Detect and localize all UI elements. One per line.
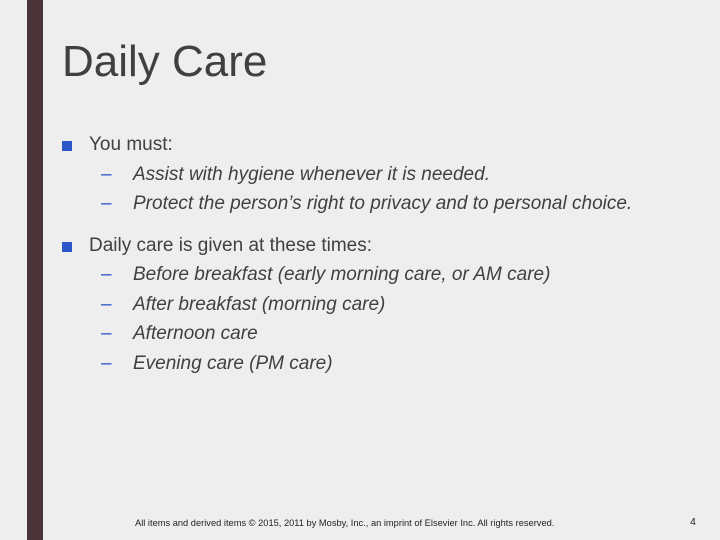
bullet-item [60, 130, 700, 219]
sub-bullet-item [89, 319, 700, 349]
sub-list [89, 260, 700, 378]
slide-title: Daily Care [62, 37, 268, 86]
square-bullet-icon [62, 141, 72, 151]
square-bullet-icon [62, 242, 72, 252]
sub-bullet-item [89, 349, 700, 379]
sub-bullet-item [89, 290, 700, 320]
sub-bullet-item [89, 160, 700, 190]
copyright-footer: All items and derived items © 2015, 2011 by Mosby, Inc., an imprint of Elsevier Inc. All rights reserved. [135, 518, 555, 528]
bullet-item [60, 231, 700, 379]
dash-bullet-icon: – [101, 193, 112, 214]
sub-bullet-text: Protect the person’s right to privacy and to personal choice. [133, 193, 633, 214]
sub-bullet-text: After breakfast (morning care) [133, 293, 386, 315]
bullet-text: Daily care is given at these times: [89, 234, 373, 256]
left-accent-bar [27, 0, 43, 540]
page-number: 4 [690, 516, 696, 528]
dash-bullet-icon: – [101, 163, 112, 185]
sub-bullet-text: Assist with hygiene whenever it is needed. [133, 163, 490, 185]
slide-content [60, 130, 700, 378]
sub-bullet-item [89, 260, 700, 290]
bullet-text: You must: [89, 134, 173, 155]
sub-bullet-text: Afternoon care [133, 323, 258, 344]
sub-bullet-text: Before breakfast (early morning care, or AM care) [133, 264, 551, 285]
dash-bullet-icon: – [101, 352, 112, 374]
sub-list [89, 160, 700, 219]
sub-bullet-item [89, 189, 700, 219]
dash-bullet-icon: – [101, 323, 112, 344]
sub-bullet-text: Evening care (PM care) [133, 352, 333, 374]
dash-bullet-icon: – [101, 264, 112, 285]
dash-bullet-icon: – [101, 293, 112, 315]
